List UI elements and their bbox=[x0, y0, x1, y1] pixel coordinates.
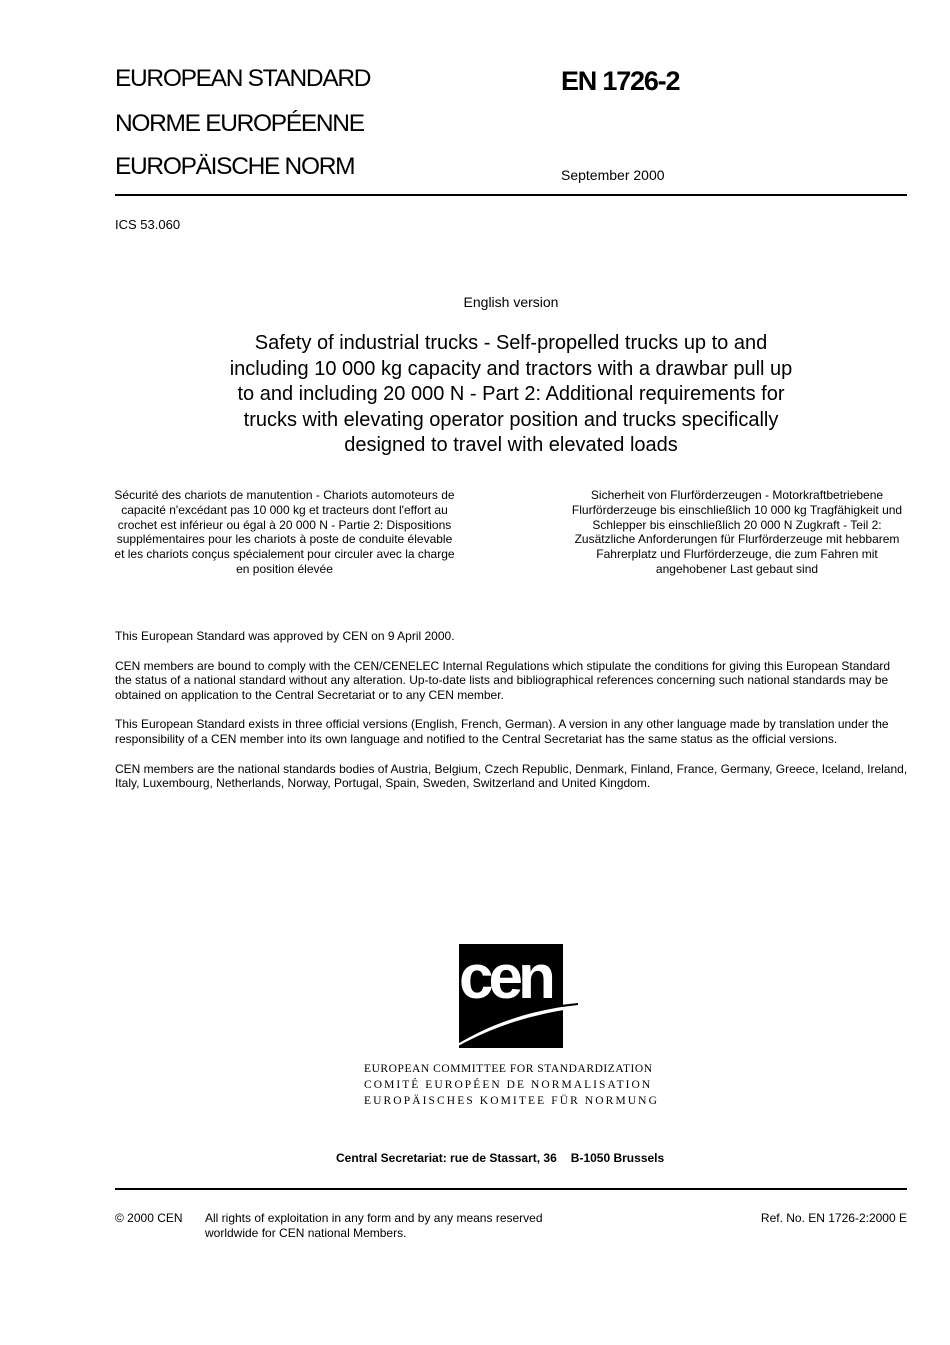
regulations-paragraph: CEN members are bound to comply with the CEN/CENELEC Internal Regulations which stipulate the conditions for giving this European Standard the status of a national standard without any alteration. Up-to-date lists and bibliographical references concerning such national standards may be obtained on application to the Central Secretariat or to any CEN member. bbox=[115, 658, 891, 702]
org-name-de: EUROPÄISCHES KOMITEE FÜR NORMUNG bbox=[364, 1095, 659, 1107]
title-line: to and including 20 000 N - Part 2: Additional requirements for bbox=[237, 383, 785, 405]
title-line: trucks with elevating operator position and trucks specifically bbox=[243, 408, 779, 431]
title-french: Sécurité des chariots de manutention - Chariots automoteurs de capacité n'excédant pas 10 000 kg et tracteurs dont l'effort au crochet est inférieur ou égal à 20 000 N - Partie 2: Dispositions supplémentaires pour les chariots à poste de conduite élevable et les chariots conçus spécialement pour circuler avec la charge en position élevée bbox=[114, 488, 455, 576]
secretariat-city: B-1050 Brussels bbox=[570, 1151, 665, 1165]
footer-divider bbox=[115, 1188, 907, 1190]
cen-swoosh-tail bbox=[460, 1003, 578, 1007]
cen-logo-text: cen bbox=[459, 944, 551, 1012]
versions-paragraph: This European Standard exists in three official versions (English, French, German). A version in any other language made by translation under the responsibility of a CEN member into its own language and notified to the Central Secretariat has the same status as the official versions. bbox=[115, 717, 889, 746]
secretariat-address bbox=[336, 1151, 664, 1165]
publication-date: September 2000 bbox=[561, 167, 665, 183]
swoosh-tail-svg bbox=[460, 1003, 580, 1023]
members-paragraph: CEN members are the national standards bodies of Austria, Belgium, Czech Republic, Denmark, Finland, France, Germany, Greece, Iceland, Ireland, Italy, Luxembourg, Netherlands, Norway, Portugal, Spain, Sweden, Switzerland and United Kingdom. bbox=[115, 761, 908, 791]
cen-logo-icon bbox=[459, 944, 563, 1048]
title-line: Safety of industrial trucks - Self-propelled trucks up to and bbox=[254, 332, 768, 354]
header-divider bbox=[115, 194, 907, 196]
version-label: English version bbox=[463, 294, 559, 310]
body-text bbox=[115, 629, 910, 791]
rights-line: worldwide for CEN national Members. bbox=[205, 1226, 407, 1240]
title-german: Sicherheit von Flurförderzeugen - Motorkraftbetriebene Flurförderzeuge bis einschließlich 10 000 kg Tragfähigkeit und Schlepper bis einschließlich 20 000 N Zugkraft - Teil 2: Zusätzliche Anforderungen für Flurförderzeuge mit hebbarem Fahrerplatz und Flurförderzeuge, die zum Fahren mit angehobener Last gebaut sind bbox=[571, 488, 903, 576]
copyright: © 2000 CEN bbox=[115, 1211, 183, 1225]
ics-code: ICS 53.060 bbox=[115, 217, 181, 232]
org-name-fr: COMITÉ EUROPÉEN DE NORMALISATION bbox=[364, 1079, 653, 1091]
cen-organisation-names bbox=[364, 1061, 659, 1109]
title-line: designed to travel with elevated loads bbox=[344, 434, 678, 456]
rights-line: All rights of exploitation in any form and by any means reserved bbox=[205, 1211, 543, 1225]
doc-type-fr: NORME EUROPÉENNE bbox=[115, 110, 364, 137]
standard-number: EN 1726-2 bbox=[561, 66, 680, 96]
rights-statement bbox=[205, 1211, 543, 1241]
cen-logo-mark bbox=[459, 944, 563, 1048]
org-name-en: EUROPEAN COMMITTEE FOR STANDARDIZATION bbox=[364, 1063, 653, 1075]
doc-type-en: EUROPEAN STANDARD bbox=[115, 65, 371, 92]
swoosh-tail-path bbox=[560, 1003, 578, 1007]
reference-number: Ref. No. EN 1726-2:2000 E bbox=[760, 1211, 907, 1225]
secretariat-street: Central Secretariat: rue de Stassart, 36 bbox=[336, 1151, 557, 1165]
document-title bbox=[180, 331, 842, 459]
doc-type-de: EUROPÄISCHE NORM bbox=[115, 153, 355, 180]
approval-paragraph: This European Standard was approved by CEN on 9 April 2000. bbox=[115, 629, 455, 643]
title-line: including 10 000 kg capacity and tractors with a drawbar pull up bbox=[229, 357, 793, 380]
